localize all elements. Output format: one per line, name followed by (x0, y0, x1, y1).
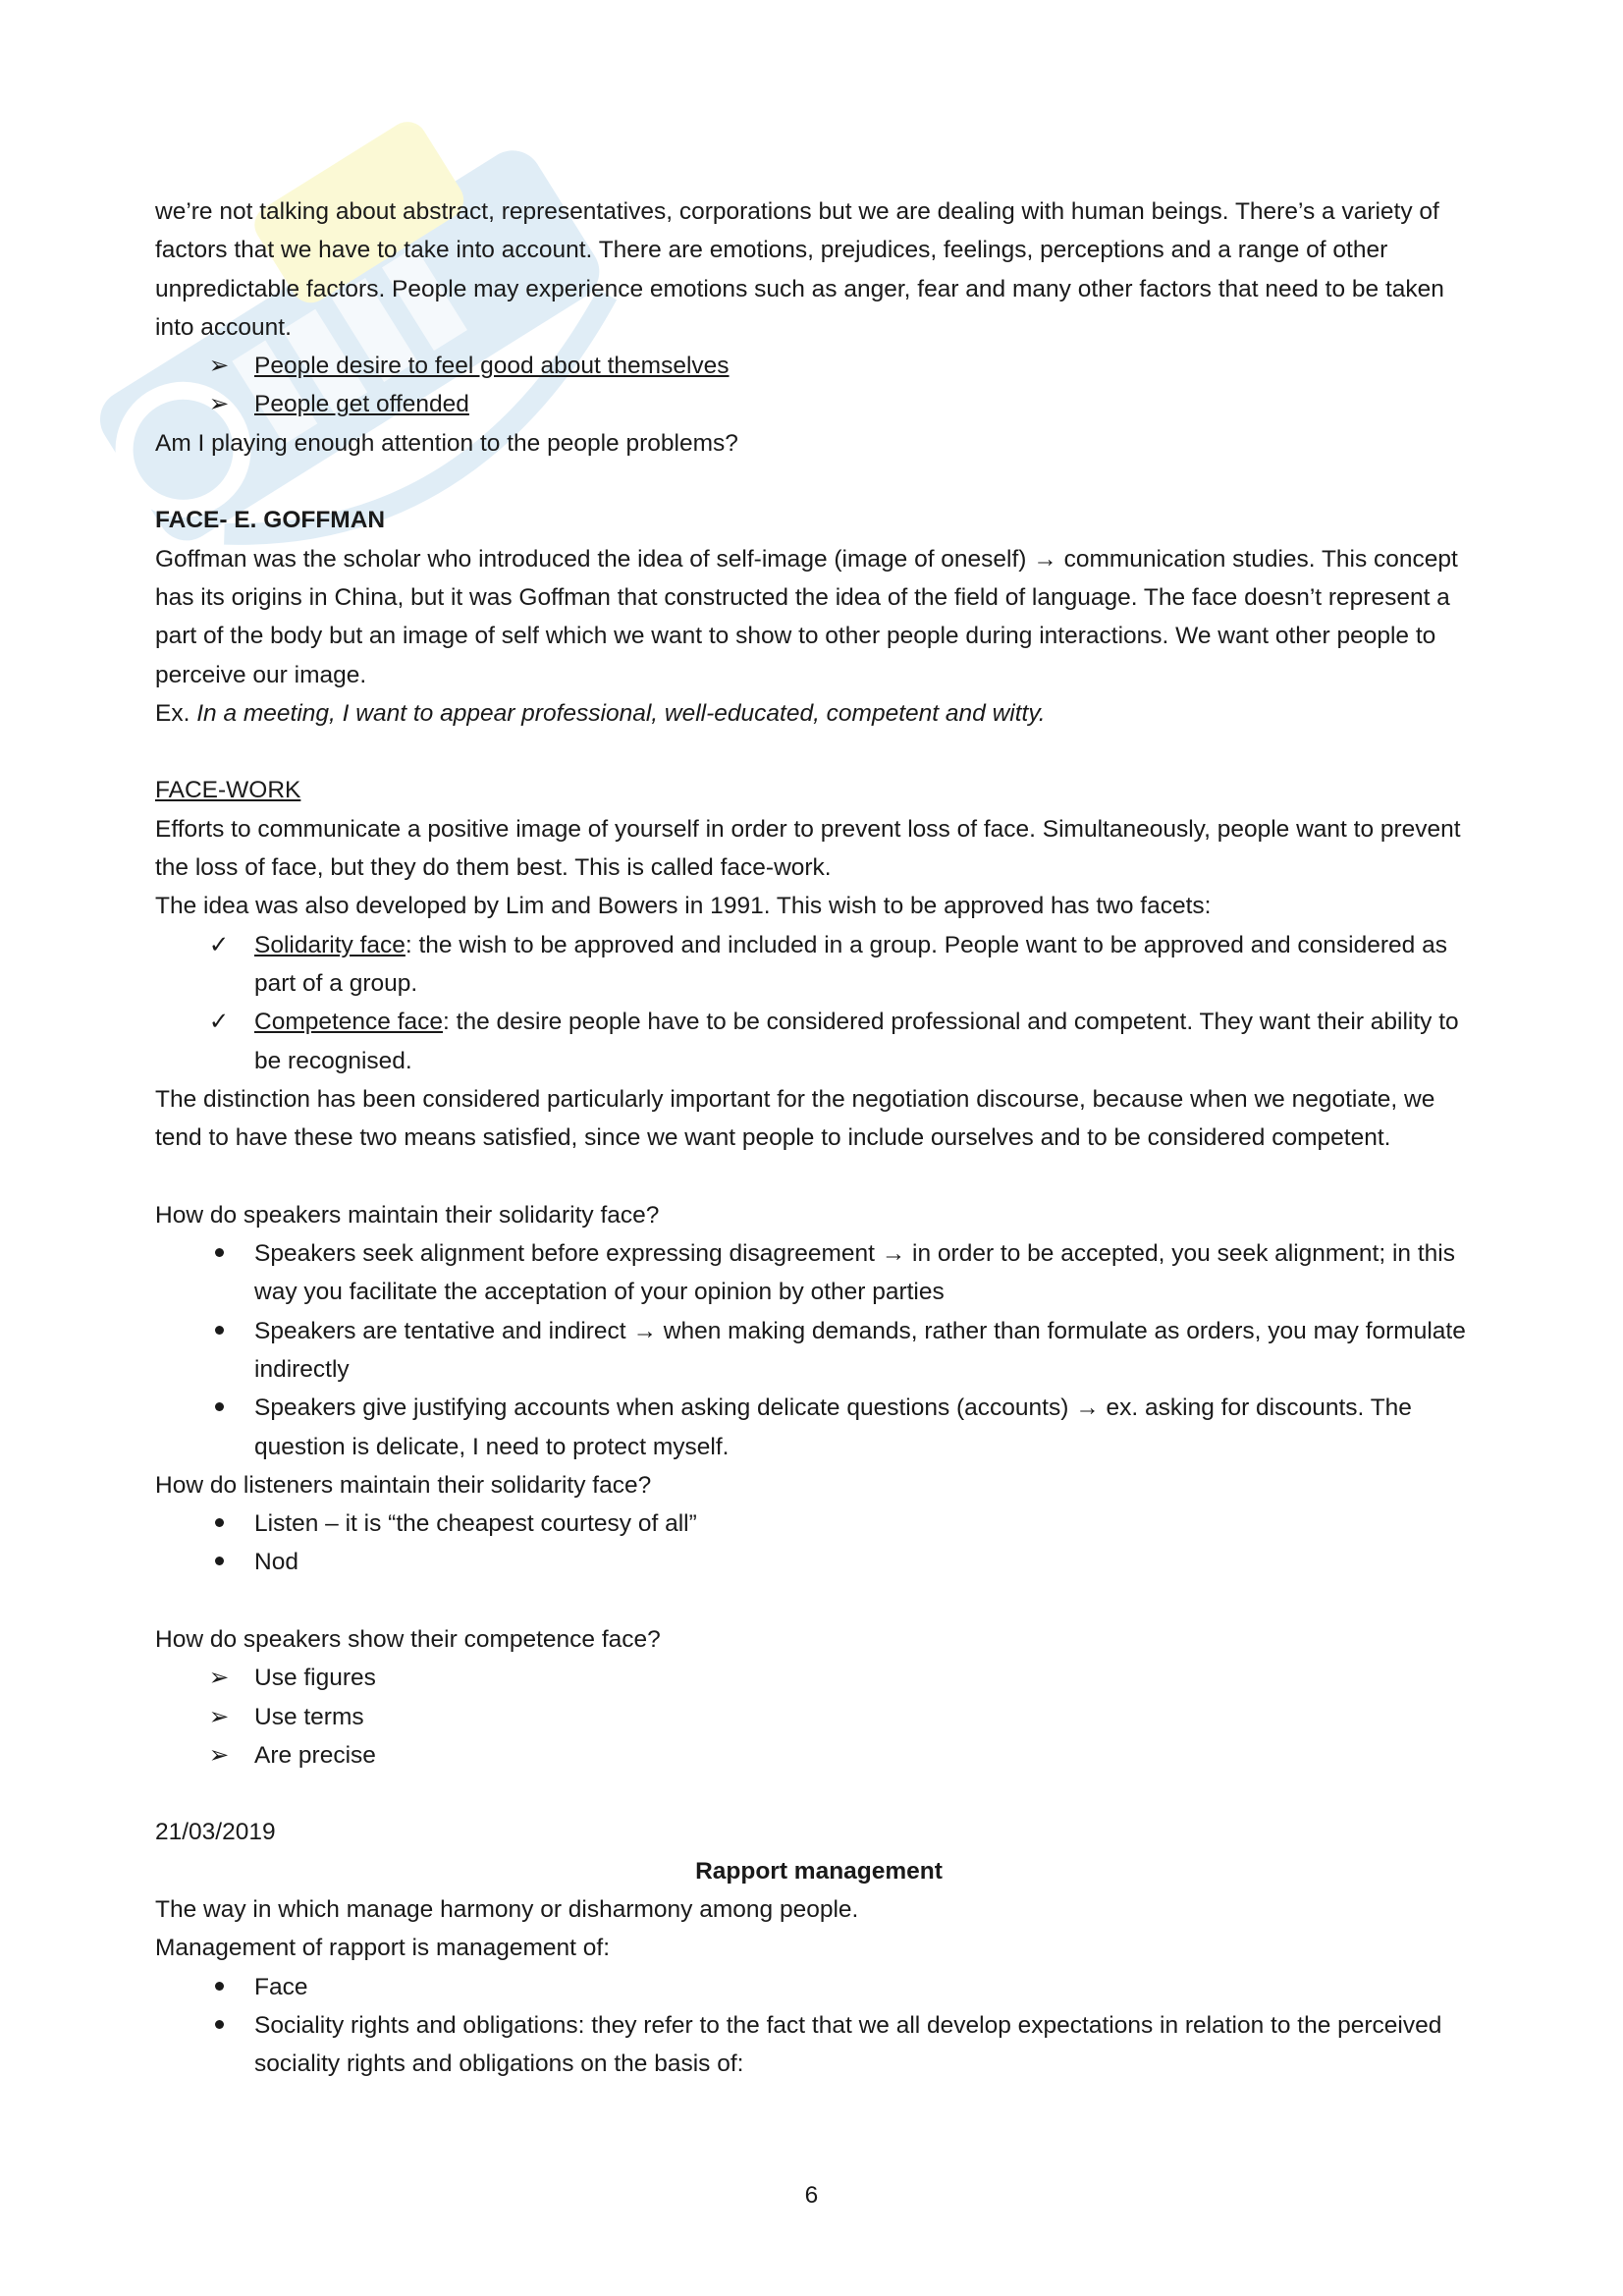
right-arrow-icon: → (881, 1240, 906, 1268)
list-item: ➢ People get offended (155, 385, 1483, 423)
page-number: 6 (804, 2182, 819, 2209)
list-item: Sociality rights and obligations: they refer to the fact that we all develop expectations in relation to the perceived sociality rights and obligations on the basis of: (155, 2006, 1483, 2084)
check-list (155, 926, 1483, 1080)
bullet-icon (204, 1234, 234, 1273)
facework-paragraph-3: The distinction has been considered particularly important for the negotiation discourse, because when we negotiate, we tend to have these two means satisfied, since we want people to include ourselves and to be considered competent. (155, 1085, 1435, 1152)
list-item: Speakers give justifying accounts when asking delicate questions (accounts) → ex. asking for discounts. The question is delicate, I need to protect myself. (155, 1389, 1483, 1466)
arrow-bullet-icon: ➢ (208, 1703, 230, 1730)
bullet-list (155, 1968, 1483, 2084)
facework-paragraph-2: The idea was also developed by Lim and Bowers in 1991. This wish to be approved has two facets: (155, 893, 1212, 920)
face-example: Ex. In a meeting, I want to appear professional, well-educated, competent and witty. (155, 699, 1046, 727)
facework-paragraph-1: Efforts to communicate a positive image of yourself in order to prevent loss of face. Simultaneously, people want to prevent the loss of face, but they do them best. This is called face-work. (155, 815, 1461, 882)
list-item: Speakers are tentative and indirect → when making demands, rather than formulate as orders, you may formulate indirectly (155, 1312, 1483, 1390)
right-arrow-icon: → (1033, 545, 1057, 573)
right-arrow-icon: → (1075, 1394, 1100, 1422)
section-title-rapport: Rapport management (695, 1857, 943, 1885)
arrow-bullet-icon: ➢ (208, 391, 230, 418)
list-item: Speakers seek alignment before expressing disagreement → in order to be accepted, you seek alignment; in this way you facilitate the acceptation of your opinion by other parties (155, 1234, 1483, 1312)
rapport-paragraph-2: Management of rapport is management of: (155, 1935, 611, 1962)
list-item: ✓ Solidarity face: the wish to be approved and included in a group. People want to be approved and considered as part of a group. (155, 926, 1483, 1004)
face-paragraph: Goffman was the scholar who introduced the idea of self-image (image of oneself) → communication studies. This concept has its origins in China, but it was Goffman that constructed the idea of the field of language. The face doesn’t represent a part of the body but an image of self which we want to show to other people during interactions. We want other people to perceive our image. (155, 545, 1458, 688)
arrow-list (155, 347, 1483, 424)
arrow-bullet-icon: ➢ (208, 1665, 230, 1692)
listeners-solidarity-question: How do listeners maintain their solidarity face? (155, 1471, 652, 1499)
document-page (155, 192, 1483, 2084)
arrow-bullet-icon: ➢ (208, 1741, 230, 1769)
date-label: 21/03/2019 (155, 1819, 276, 1846)
list-item: Nod (155, 1543, 1483, 1581)
list-item: ➢ People desire to feel good about themselves (155, 347, 1483, 385)
bullet-list (155, 1504, 1483, 1582)
arrow-bullet-icon: ➢ (208, 353, 230, 380)
bullet-icon (204, 2006, 234, 2045)
list-item: ✓ Competence face: the desire people have to be considered professional and competent. They want their ability to be recognised. (155, 1003, 1483, 1080)
list-item: Listen – it is “the cheapest courtesy of all” (155, 1504, 1483, 1543)
checkmark-icon: ✓ (208, 1009, 230, 1036)
intro-question: Am I playing enough attention to the people problems? (155, 429, 738, 457)
bullet-icon (204, 1312, 234, 1350)
rapport-paragraph-1: The way in which manage harmony or disharmony among people. (155, 1896, 859, 1924)
list-item: ➢ Are precise (155, 1736, 1483, 1775)
speakers-competence-question: How do speakers show their competence face? (155, 1625, 661, 1653)
bullet-list (155, 1234, 1483, 1466)
list-item: Face (155, 1968, 1483, 2006)
section-heading-face: FACE- E. GOFFMAN (155, 507, 386, 534)
arrow-list (155, 1659, 1483, 1775)
right-arrow-icon: → (632, 1317, 657, 1344)
bullet-icon (204, 1389, 234, 1427)
bullet-icon (204, 1968, 234, 2006)
bullet-icon (204, 1504, 234, 1543)
section-heading-facework: FACE-WORK (155, 777, 301, 804)
checkmark-icon: ✓ (208, 931, 230, 958)
intro-paragraph: we’re not talking about abstract, representatives, corporations but we are dealing with human beings. There’s a variety of factors that we have to take into account. There are emotions, prejudices, feelings, perceptions and a range of other unpredictable factors. People may experience emotions such as anger, fear and many other factors that need to be taken into account. (155, 198, 1444, 341)
bullet-icon (204, 1543, 234, 1581)
speakers-solidarity-question: How do speakers maintain their solidarity face? (155, 1201, 660, 1229)
list-item: ➢ Use figures (155, 1659, 1483, 1697)
list-item: ➢ Use terms (155, 1698, 1483, 1736)
